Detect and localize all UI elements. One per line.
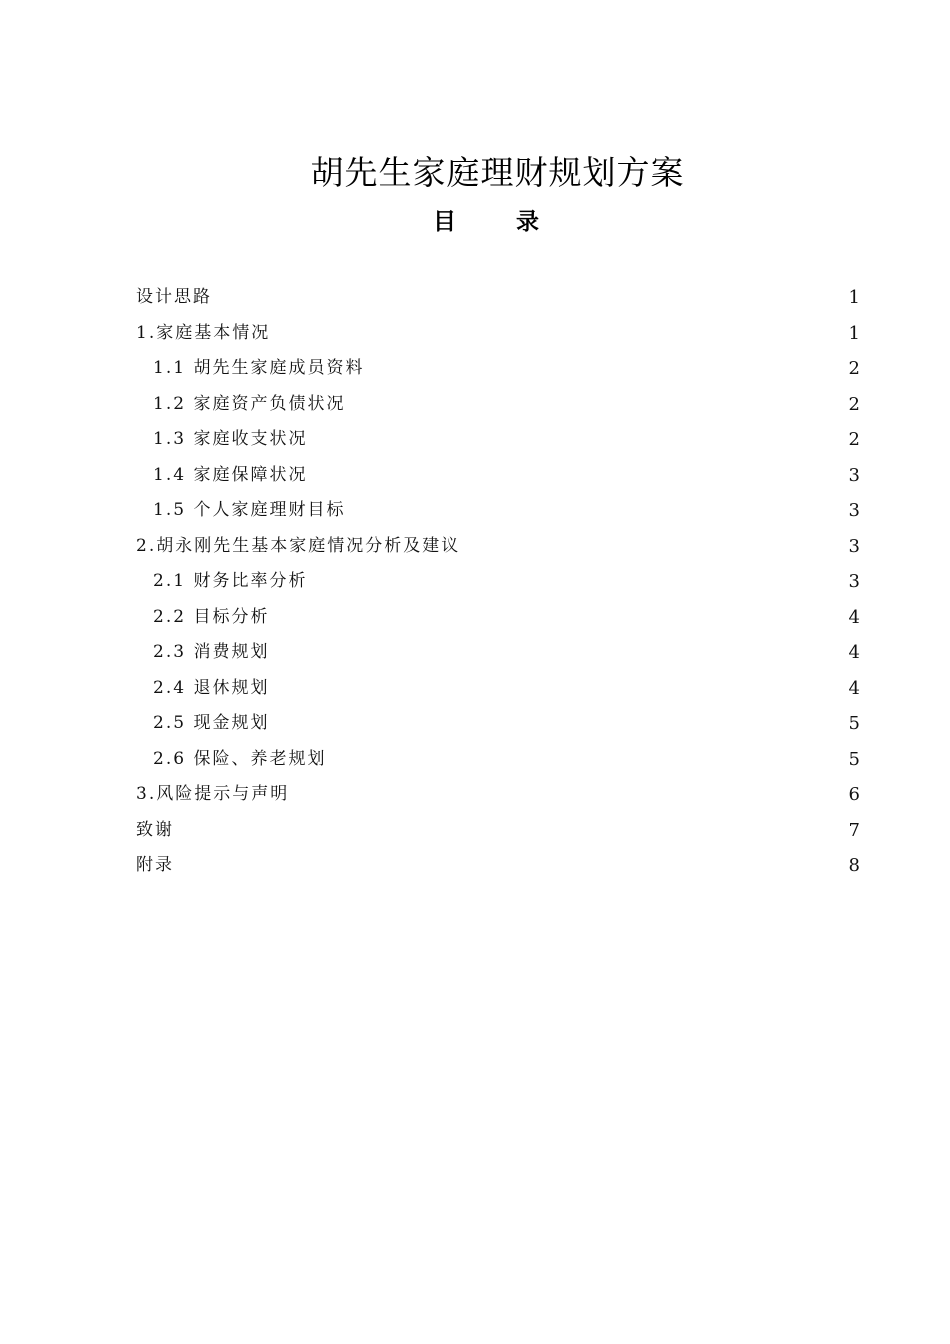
toc-entry-page-number: 8 <box>848 855 860 876</box>
toc-entry-section-3[interactable] <box>136 777 860 813</box>
toc-entry-label: 2.4 退休规划 <box>153 677 270 698</box>
toc-entry-appendix[interactable] <box>136 848 860 884</box>
toc-entry-page-number: 2 <box>848 358 860 379</box>
toc-entry-section-1-1[interactable] <box>136 351 860 387</box>
toc-entry-page-number: 3 <box>848 535 860 557</box>
toc-entry-label: 2.6 保险、养老规划 <box>153 748 327 769</box>
toc-entry-label: 2.5 现金规划 <box>153 713 270 733</box>
toc-entry-label: 1.5 个人家庭理财目标 <box>153 500 346 520</box>
table-of-contents <box>136 280 860 884</box>
toc-entry-label: 2.1 财务比率分析 <box>153 571 308 591</box>
toc-entry-section-1-4[interactable] <box>136 458 860 494</box>
toc-entry-page-number: 7 <box>848 819 860 841</box>
toc-entry-page-number: 1 <box>848 287 860 308</box>
toc-entry-section-2-3[interactable] <box>136 635 860 671</box>
document-title: 胡先生家庭理财规划方案 <box>310 153 685 192</box>
toc-entry-label: 设计思路 <box>136 287 212 307</box>
toc-entry-section-2-4[interactable] <box>136 671 860 707</box>
toc-entry-page-number: 4 <box>848 677 860 699</box>
toc-entry-page-number: 3 <box>848 571 860 592</box>
toc-entry-section-2-1[interactable] <box>136 564 860 600</box>
toc-entry-section-1-5[interactable] <box>136 493 860 529</box>
toc-entry-page-number: 3 <box>848 464 860 486</box>
toc-entry-label: 2.2 目标分析 <box>153 606 270 627</box>
toc-entry-section-2[interactable] <box>136 529 860 565</box>
toc-entry-section-1[interactable] <box>136 316 860 352</box>
toc-entry-acknowledgements[interactable] <box>136 813 860 849</box>
toc-entry-section-2-2[interactable] <box>136 600 860 636</box>
toc-entry-section-1-3[interactable] <box>136 422 860 458</box>
toc-entry-section-2-6[interactable] <box>136 742 860 778</box>
toc-entry-page-number: 3 <box>848 500 860 521</box>
toc-entry-label: 1.家庭基本情况 <box>136 322 271 343</box>
toc-entry-label: 1.3 家庭收支状况 <box>153 429 308 449</box>
toc-entry-page-number: 4 <box>848 606 860 628</box>
toc-entry-design-approach[interactable] <box>136 280 860 316</box>
toc-entry-label: 2.胡永刚先生基本家庭情况分析及建议 <box>136 535 461 556</box>
toc-entry-page-number: 1 <box>848 322 860 344</box>
toc-entry-page-number: 4 <box>848 642 860 663</box>
toc-entry-page-number: 2 <box>848 429 860 450</box>
toc-entry-section-1-2[interactable] <box>136 387 860 423</box>
toc-entry-label: 1.1 胡先生家庭成员资料 <box>153 358 365 378</box>
toc-entry-page-number: 5 <box>848 713 860 734</box>
toc-entry-label: 1.4 家庭保障状况 <box>153 464 308 485</box>
toc-entry-section-2-5[interactable] <box>136 706 860 742</box>
toc-entry-label: 3.风险提示与声明 <box>136 784 290 804</box>
toc-entry-page-number: 5 <box>848 748 860 770</box>
toc-entry-label: 附录 <box>136 855 174 875</box>
toc-entry-label: 致谢 <box>136 819 174 840</box>
toc-entry-label: 2.3 消费规划 <box>153 642 270 662</box>
toc-heading: 目 录 <box>432 209 565 235</box>
toc-entry-page-number: 6 <box>848 784 860 805</box>
toc-entry-label: 1.2 家庭资产负债状况 <box>153 393 346 414</box>
toc-entry-page-number: 2 <box>848 393 860 415</box>
